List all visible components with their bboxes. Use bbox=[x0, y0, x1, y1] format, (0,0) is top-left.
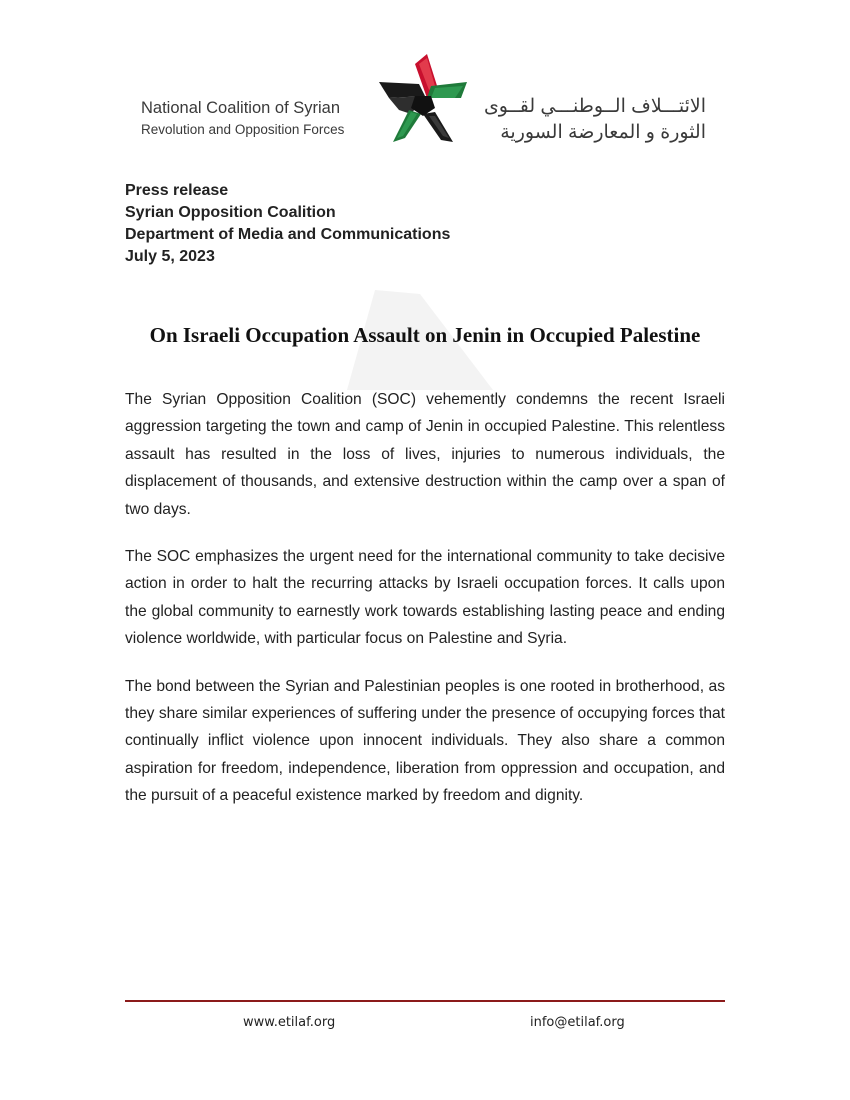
org-name-arabic bbox=[476, 94, 706, 146]
footer-email: info@etilaf.org bbox=[530, 1015, 625, 1030]
paragraph-2: The SOC emphasizes the urgent need for the international community to take decisive action in order to halt the recurring attacks by Israeli occupation forces. It calls upon the global community to earnestly work towards establishing lasting peace and ending violence worldwide, with particular focus on Palestine and Syria. bbox=[125, 548, 725, 648]
org-name-english bbox=[141, 96, 344, 140]
paragraph-3: The bond between the Syrian and Palestinian peoples is one rooted in brotherhood, as they share similar experiences of suffering under the presence of occupying forces that continually inflict violence upon innocent individuals. They also share a common aspiration for freedom, independence, liberation from oppression and occupation, and the pursuit of a peaceful existence marked by freedom and dignity. bbox=[125, 677, 725, 805]
star-logo-icon bbox=[375, 52, 471, 144]
paragraph-1: The Syrian Opposition Coalition (SOC) vehemently condemns the recent Israeli aggression targeting the town and camp of Jenin in occupied Palestine. This relentless assault has resulted in the loss of lives, injuries to numerous individuals, the displacement of thousands, and extensive destruction within the camp over a span of two days. bbox=[125, 391, 725, 518]
org-name-en-line1: National Coalition of Syrian bbox=[141, 99, 341, 117]
department-label: Department of Media and Communications bbox=[125, 226, 451, 243]
org-name-en-line2: Revolution and Opposition Forces bbox=[141, 122, 345, 137]
document-title: On Israeli Occupation Assault on Jenin in Occupied Palestine bbox=[149, 323, 701, 347]
letterhead bbox=[0, 50, 850, 150]
footer-divider bbox=[125, 1000, 725, 1002]
press-info-block bbox=[125, 180, 450, 268]
org-name-ar-line1: الائتـــلاف الــوطنـــي لقــوى bbox=[483, 96, 706, 117]
footer-website: www.etilaf.org bbox=[243, 1015, 336, 1030]
org-name-ar-line2: الثورة و المعارضة السورية bbox=[500, 122, 706, 143]
body-text bbox=[125, 386, 725, 830]
release-date: July 5, 2023 bbox=[125, 248, 215, 265]
press-release-label: Press release bbox=[125, 182, 229, 199]
organization-label: Syrian Opposition Coalition bbox=[125, 204, 336, 221]
